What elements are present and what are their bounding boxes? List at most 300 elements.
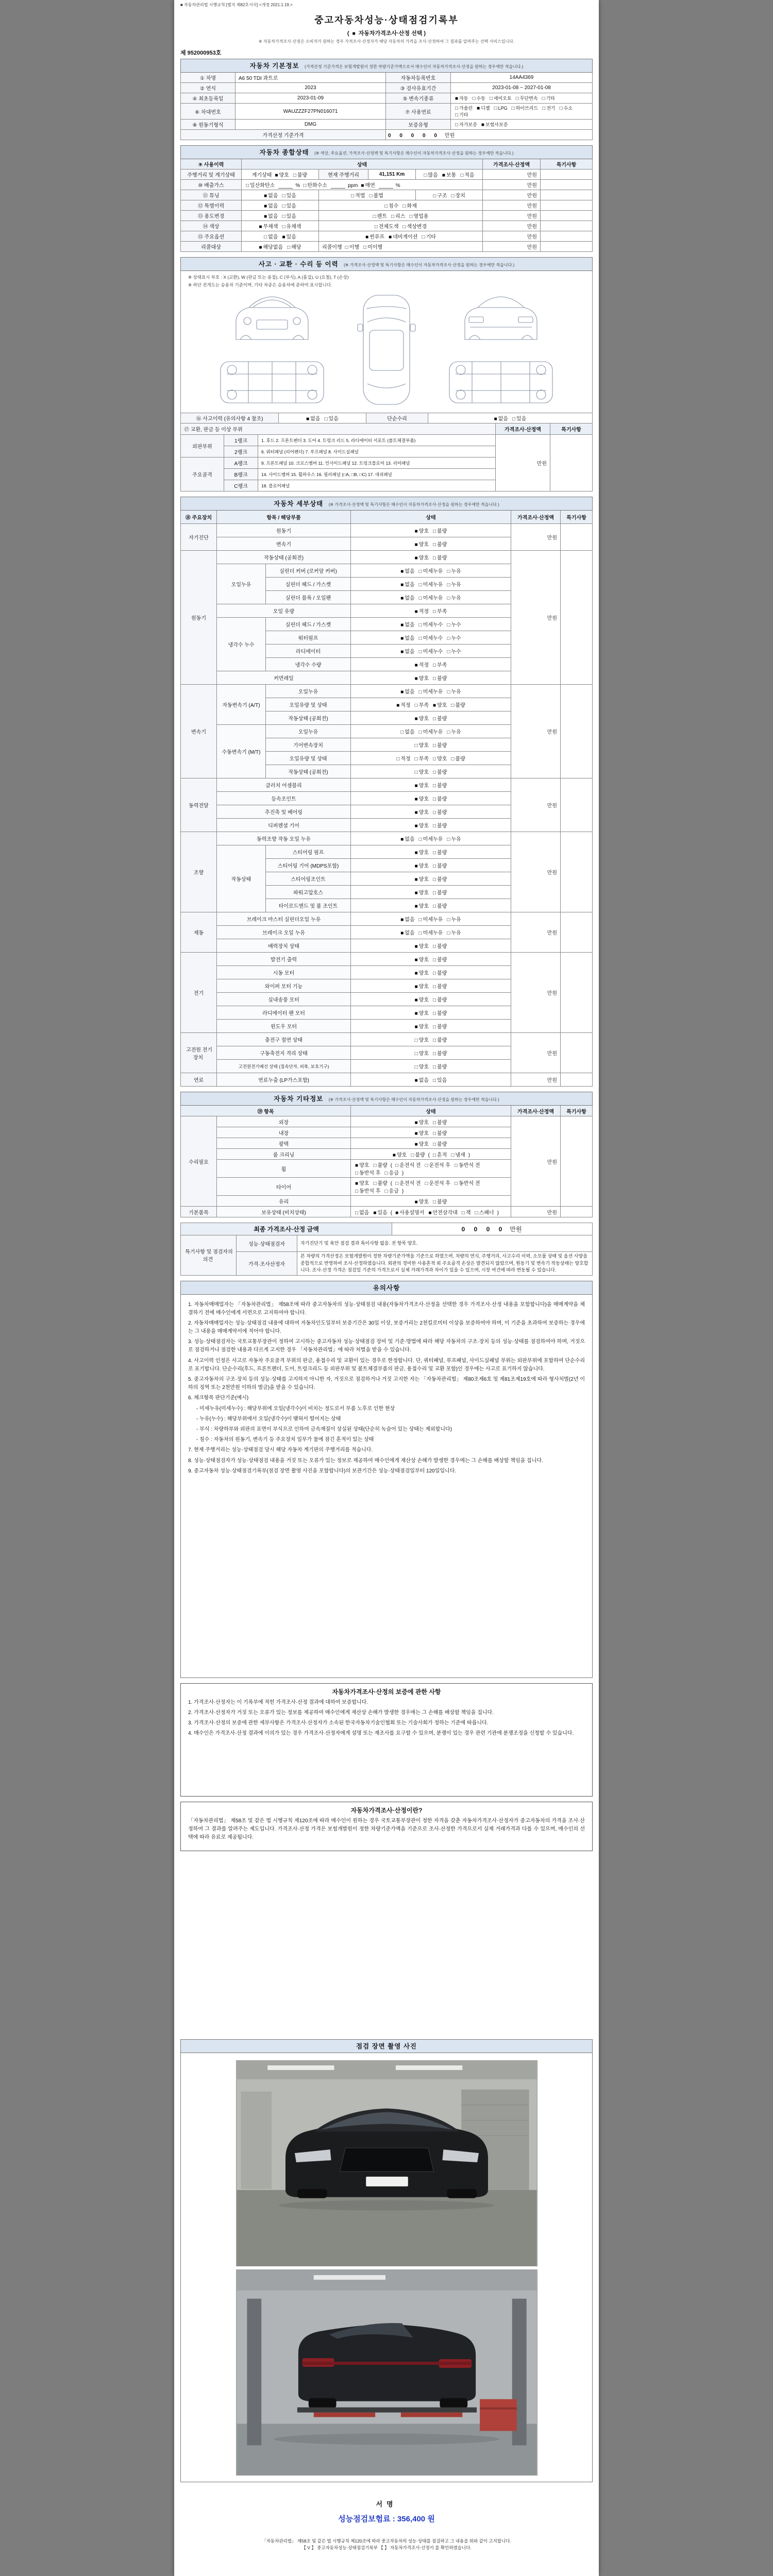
checkbox-없음[interactable] [415, 1076, 429, 1083]
checkbox-누유[interactable] [447, 687, 461, 695]
checkbox-box-icon: □ [433, 1011, 436, 1016]
checkbox-부족[interactable] [415, 701, 429, 708]
checkbox-냄새[interactable] [451, 1150, 465, 1158]
checkbox-네비게이션[interactable] [389, 232, 417, 240]
status-cell [351, 725, 511, 738]
checkbox-box-icon: ■ [365, 234, 369, 240]
cell-text: ( [390, 1163, 393, 1168]
checkbox-불량[interactable] [433, 821, 447, 829]
cell-text: 2023-01-09 [297, 95, 324, 101]
checkbox-일산화탄소[interactable] [246, 181, 275, 189]
checkbox-양호[interactable] [415, 969, 429, 976]
cell [258, 435, 496, 446]
checkbox-응급[interactable] [384, 1168, 398, 1176]
cell-text: 변속기 [276, 542, 291, 548]
cell-text: 커먼레일 [274, 676, 294, 682]
checkbox-box-icon: □ [418, 689, 422, 695]
checkbox-있음[interactable] [282, 201, 296, 209]
checkbox-양호[interactable] [415, 1022, 429, 1030]
status-cell [351, 1196, 511, 1207]
checkbox-불량[interactable] [433, 741, 447, 749]
checkbox-없음[interactable] [264, 232, 278, 240]
checkbox-label: 장치 [455, 193, 465, 199]
checkbox-미세누유[interactable] [419, 580, 443, 588]
checkbox-양호[interactable] [275, 171, 289, 178]
checkbox-불량[interactable] [433, 861, 447, 869]
checkbox-부족[interactable] [415, 754, 429, 762]
checkbox-없음[interactable] [400, 687, 414, 695]
cell [511, 1207, 561, 1217]
checkbox-양호[interactable] [415, 942, 429, 950]
checkbox-많음[interactable] [424, 171, 438, 178]
checkbox-box-icon: □ [293, 173, 296, 178]
cell-text: 기본품목 [189, 1210, 209, 1216]
cell-text: ( [390, 1210, 393, 1216]
checkbox-불량[interactable] [433, 995, 447, 1003]
cell [217, 551, 351, 564]
checkbox-동반석 후[interactable] [355, 1187, 380, 1194]
checkbox-box-icon: □ [447, 582, 450, 588]
checkbox-box-icon: ■ [414, 542, 418, 548]
checkbox-label: 운전석 전 [399, 1181, 421, 1187]
checkbox-box-icon: □ [433, 555, 436, 561]
checkbox-불량[interactable] [373, 1161, 387, 1168]
checkbox-미세누유[interactable] [419, 835, 443, 842]
checkbox-양호[interactable] [415, 527, 429, 534]
checkbox-불량[interactable] [433, 1062, 447, 1070]
checkbox-불량[interactable] [411, 1150, 425, 1158]
checkbox-불량[interactable] [433, 902, 447, 909]
checkbox-미세누유[interactable] [419, 594, 443, 601]
checkbox-무채색[interactable] [259, 222, 278, 230]
checkbox-없음[interactable] [494, 414, 508, 422]
checkbox-부족[interactable] [433, 607, 447, 615]
checkbox-가솔린[interactable] [455, 105, 473, 111]
checkbox-없음[interactable] [400, 835, 414, 842]
cell [224, 435, 258, 446]
checkbox-양호[interactable] [415, 808, 429, 816]
checkbox-양호[interactable] [433, 754, 447, 762]
checkbox-미세누유[interactable] [419, 915, 443, 923]
checkbox-label: 기타 [546, 96, 555, 101]
status-cell [319, 200, 483, 211]
checkbox-box-icon: □ [418, 582, 422, 588]
cell-text: 만원 [444, 133, 455, 139]
checkbox-없음[interactable] [400, 580, 414, 588]
checkbox-box-icon: ■ [414, 944, 418, 950]
cell-text: 브레이크 오일 누유 [262, 930, 305, 936]
checkbox-해당없음[interactable] [259, 243, 283, 250]
cell [541, 190, 593, 200]
checkbox-box-icon: □ [433, 743, 436, 749]
checkbox-유채색[interactable] [282, 222, 301, 230]
checkbox-불량[interactable] [433, 1140, 447, 1147]
checkbox-누수[interactable] [447, 647, 461, 655]
checkbox-없음[interactable] [264, 212, 278, 219]
checkbox-불량[interactable] [433, 768, 447, 775]
checkbox-적정[interactable] [396, 754, 410, 762]
checkbox-있음[interactable] [282, 212, 296, 219]
checkbox-흔적[interactable] [433, 1150, 447, 1158]
cell [217, 966, 351, 979]
checkbox-수동[interactable] [472, 95, 485, 101]
cell-text: 냉각수 누수 [228, 642, 255, 648]
checkbox-불량[interactable] [433, 674, 447, 682]
checkbox-미세누수[interactable] [419, 620, 443, 628]
checkbox-양호[interactable] [415, 1036, 429, 1043]
checkbox-label: 불량 [437, 810, 447, 816]
checkbox-있음[interactable] [282, 191, 296, 199]
checkbox-미세누유[interactable] [419, 567, 443, 574]
checkbox-box-icon: □ [455, 122, 459, 128]
checkbox-box-icon: □ [396, 756, 400, 762]
checkbox-있음[interactable] [373, 1208, 387, 1216]
checkbox-없음[interactable] [400, 634, 414, 641]
checkbox-양호[interactable] [415, 821, 429, 829]
checkbox-양호[interactable] [355, 1179, 369, 1187]
checkbox-양호[interactable] [415, 540, 429, 548]
checkbox-장치[interactable] [451, 191, 465, 199]
checkbox-label: 양호 [418, 1120, 429, 1126]
cell [217, 1116, 351, 1127]
checkbox-운전석 전[interactable] [395, 1161, 421, 1168]
checkbox-불량[interactable] [433, 888, 447, 896]
checkbox-불량[interactable] [433, 1197, 447, 1205]
checkbox-하이브리드[interactable] [512, 105, 539, 111]
checkbox-LPG[interactable] [494, 106, 508, 111]
panel-rank-table [180, 423, 593, 492]
cell [217, 979, 351, 993]
checkbox-label: 양호 [418, 957, 429, 963]
checkbox-누수[interactable] [447, 620, 461, 628]
cell [483, 170, 541, 180]
checkbox-label: 양호 [279, 173, 289, 178]
checkbox-없음[interactable] [400, 594, 414, 601]
cell [386, 83, 451, 93]
cell [258, 469, 496, 480]
checkbox-부족[interactable] [433, 660, 447, 668]
checkbox-불량[interactable] [451, 754, 465, 762]
checkbox-누유[interactable] [447, 835, 461, 842]
checkbox-기타[interactable] [542, 95, 555, 101]
checkbox-양호[interactable] [415, 553, 429, 561]
checkbox-box-icon: □ [447, 917, 450, 923]
checkbox-전기[interactable] [542, 105, 555, 111]
checkbox-이행[interactable] [345, 243, 359, 250]
status-cell [351, 1207, 511, 1217]
checkbox-적법[interactable] [351, 191, 365, 199]
status-cell [351, 685, 511, 698]
checkbox-적음[interactable] [460, 171, 474, 178]
checkbox-미세누수[interactable] [419, 647, 443, 655]
cell-text: 냉각수 수량 [295, 663, 322, 668]
car-diagram-area [180, 270, 593, 413]
cell-text: 특기사항 [566, 1109, 586, 1115]
checkbox-보험사보증[interactable] [481, 121, 508, 128]
checkbox-미이행[interactable] [363, 243, 382, 250]
checkbox-없음[interactable] [264, 201, 278, 209]
checkbox-양호[interactable] [415, 995, 429, 1003]
table-row [181, 93, 593, 104]
checkbox-디젤[interactable] [477, 105, 490, 111]
checkbox-불량[interactable] [433, 969, 447, 976]
cell [181, 1207, 217, 1217]
checkbox-응급[interactable] [384, 1187, 398, 1194]
checkbox-box-icon: □ [433, 716, 436, 722]
checkbox-매연[interactable] [361, 181, 375, 189]
checkbox-누유[interactable] [447, 727, 461, 735]
checkbox-불량[interactable] [433, 527, 447, 534]
checkbox-자가보증[interactable] [455, 121, 477, 128]
checkbox-영업용[interactable] [409, 212, 428, 219]
checkbox-동반석 전[interactable] [455, 1161, 480, 1168]
checkbox-수소[interactable] [560, 105, 573, 111]
checkbox-없음[interactable] [355, 1208, 369, 1216]
price-option-checkbox-icon[interactable]: ■ [352, 31, 356, 37]
checkbox-없음[interactable] [264, 191, 278, 199]
checkbox-box-icon: ■ [414, 609, 418, 615]
checkbox-미세누유[interactable] [419, 687, 443, 695]
checkbox-전체도색[interactable] [375, 222, 399, 230]
checkbox-리스[interactable] [391, 212, 405, 219]
checkbox-없음[interactable] [400, 647, 414, 655]
checkbox-미세누수[interactable] [419, 634, 443, 641]
checkbox-있음[interactable] [325, 414, 339, 422]
table-row [181, 231, 593, 242]
checkbox-세미오토[interactable] [490, 95, 512, 101]
status-cell [351, 711, 511, 725]
checkbox-양호[interactable] [415, 888, 429, 896]
checkbox-누유[interactable] [447, 594, 461, 601]
cell-text: ) [401, 1171, 404, 1176]
checkbox-label: 동반석 후 [359, 1189, 381, 1194]
checkbox-적정[interactable] [415, 607, 429, 615]
checkbox-불량[interactable] [433, 1129, 447, 1137]
status-cell [319, 221, 483, 231]
cell [266, 645, 351, 658]
checkbox-양호[interactable] [415, 781, 429, 789]
checkbox-있음[interactable] [282, 232, 296, 240]
column-header [496, 423, 550, 435]
checkbox-구조[interactable] [433, 191, 447, 199]
checkbox-불량[interactable] [451, 701, 465, 708]
cell [181, 180, 242, 190]
checkbox-렌트[interactable] [373, 212, 387, 219]
blank-field [331, 183, 345, 189]
checkbox-box-icon: □ [433, 609, 436, 615]
checkbox-미세누유[interactable] [419, 928, 443, 936]
checkbox-양호[interactable] [415, 674, 429, 682]
checkbox-box-icon: □ [373, 214, 376, 219]
cell-text: 타이로드엔드 및 볼 조인트 [278, 904, 338, 909]
checkbox-적정[interactable] [415, 660, 429, 668]
checkbox-사용설명서[interactable] [395, 1208, 424, 1216]
checkbox-box-icon: ■ [414, 810, 418, 816]
checkbox-누수[interactable] [447, 634, 461, 641]
checkbox-기타[interactable] [422, 232, 436, 240]
checkbox-불량[interactable] [433, 875, 447, 883]
checkbox-없음[interactable] [400, 727, 414, 735]
cell [217, 1196, 351, 1207]
checkbox-양호[interactable] [415, 955, 429, 963]
checkbox-label: 침수 [389, 204, 399, 209]
checkbox-불량[interactable] [433, 942, 447, 950]
amount-digits: 0 0 0 0 0 [388, 133, 441, 139]
checkbox-자동[interactable] [455, 95, 468, 101]
checkbox-양호[interactable] [415, 861, 429, 869]
checkbox-양호[interactable] [415, 714, 429, 722]
checkbox-있음[interactable] [512, 414, 526, 422]
cell-text: 자기진단 [189, 535, 209, 541]
checkbox-보통[interactable] [442, 171, 456, 178]
cell [217, 778, 351, 792]
checkbox-없음[interactable] [400, 915, 414, 923]
checkbox-누유[interactable] [447, 928, 461, 936]
checkbox-불량[interactable] [293, 171, 307, 178]
checkbox-양호[interactable] [415, 982, 429, 990]
checkbox-불량[interactable] [433, 553, 447, 561]
checkbox-양호[interactable] [415, 848, 429, 856]
cell-text: A6 50 TDI 콰트로 [239, 76, 278, 81]
cell-text: 상태 [357, 162, 367, 168]
checkbox-탄화수소[interactable] [303, 181, 327, 189]
checkbox-양호[interactable] [415, 902, 429, 909]
checkbox-box-icon: ■ [414, 529, 418, 534]
checkbox-없음[interactable] [400, 567, 414, 574]
checkbox-불량[interactable] [433, 794, 447, 802]
checkbox-불량[interactable] [433, 982, 447, 990]
checkbox-불량[interactable] [433, 808, 447, 816]
status-cell [319, 190, 416, 200]
checkbox-box-icon: □ [384, 1189, 388, 1194]
cell [511, 1073, 561, 1087]
cell-text: 작동상태 (공회전) [288, 716, 328, 722]
checkbox-불량[interactable] [433, 1022, 447, 1030]
checkbox-불량[interactable] [433, 540, 447, 548]
checkbox-썬루프[interactable] [365, 232, 384, 240]
checkbox-양호[interactable] [415, 1062, 429, 1070]
checkbox-색상변경[interactable] [403, 222, 427, 230]
checkbox-안전삼각대[interactable] [428, 1208, 457, 1216]
cell-text: 오일유량 및 상태 [289, 703, 327, 708]
checkbox-동반석 후[interactable] [355, 1168, 380, 1176]
checkbox-box-icon: ■ [494, 416, 497, 422]
checkbox-box-icon: □ [345, 245, 348, 250]
checkbox-양호[interactable] [393, 1150, 407, 1158]
checkbox-label: 불량 [437, 796, 447, 802]
checkbox-없음[interactable] [400, 620, 414, 628]
checkbox-불량[interactable] [433, 955, 447, 963]
checkbox-누유[interactable] [447, 915, 461, 923]
status-cell [451, 120, 593, 130]
checkbox-label: 부족 [418, 756, 429, 762]
table-row [181, 104, 593, 120]
checkbox-label: 불량 [437, 904, 447, 909]
checkbox-box-icon: ■ [433, 703, 436, 708]
section-header-notice [180, 1281, 593, 1295]
checkbox-기타[interactable] [455, 111, 468, 118]
checkbox-양호[interactable] [415, 1129, 429, 1137]
checkbox-적정[interactable] [396, 701, 410, 708]
checkbox-양호[interactable] [415, 1197, 429, 1205]
checkbox-불량[interactable] [433, 1009, 447, 1016]
checkbox-label: 없음 [405, 930, 415, 936]
checkbox-무단변속[interactable] [516, 95, 538, 101]
checkbox-해당[interactable] [287, 243, 301, 250]
cell [266, 752, 351, 765]
checkbox-없음[interactable] [306, 414, 320, 422]
checkbox-box-icon: □ [433, 1120, 436, 1126]
table-row [181, 200, 593, 211]
checkbox-미세누유[interactable] [419, 727, 443, 735]
checkbox-운전석 후[interactable] [425, 1179, 450, 1187]
photo-container [180, 2053, 593, 2482]
checkbox-box-icon: ■ [414, 796, 418, 802]
basic-info-table [180, 72, 593, 140]
checkbox-불량[interactable] [373, 1179, 387, 1187]
checkbox-양호[interactable] [355, 1161, 369, 1168]
checkbox-화재[interactable] [403, 201, 417, 209]
checkbox-불법[interactable] [369, 191, 383, 199]
checkbox-없음[interactable] [400, 928, 414, 936]
final-price-label [181, 1223, 392, 1235]
checkbox-box-icon: ■ [414, 971, 418, 976]
checkbox-양호[interactable] [415, 1118, 429, 1126]
checkbox-불량[interactable] [433, 1036, 447, 1043]
checkbox-잭[interactable] [462, 1208, 471, 1216]
checkbox-불량[interactable] [433, 714, 447, 722]
cell [217, 564, 266, 604]
checkbox-box-icon: □ [418, 596, 422, 601]
cell-text: 만원 [527, 224, 537, 230]
cell-text: 만원 [547, 1159, 557, 1165]
checkbox-box-icon: □ [433, 542, 436, 548]
checkbox-label: 양호 [418, 904, 429, 909]
checkbox-침수[interactable] [384, 201, 398, 209]
checkbox-운전석 전[interactable] [395, 1179, 421, 1187]
checkbox-누유[interactable] [447, 567, 461, 574]
checkbox-운전석 후[interactable] [425, 1161, 450, 1168]
checkbox-양호[interactable] [415, 1009, 429, 1016]
column-header [483, 159, 541, 170]
checkbox-불량[interactable] [433, 781, 447, 789]
status-cell [351, 1127, 511, 1138]
checkbox-불량[interactable] [433, 848, 447, 856]
checkbox-label: 운전석 전 [399, 1163, 421, 1168]
checkbox-label: 미이행 [367, 245, 383, 250]
note-line: 1. 가격조사·산정자는 이 기록부에 적힌 가격조사·산정 결과에 대하여 보증합니다. [188, 1699, 368, 1705]
checkbox-있음[interactable] [433, 1076, 447, 1083]
checkbox-양호[interactable] [415, 768, 429, 775]
checkbox-label: 불량 [437, 1024, 447, 1030]
checkbox-불량[interactable] [433, 1049, 447, 1057]
checkbox-양호[interactable] [415, 741, 429, 749]
checkbox-불량[interactable] [433, 1118, 447, 1126]
checkbox-양호[interactable] [415, 1049, 429, 1057]
checkbox-스패너[interactable] [475, 1208, 494, 1216]
checkbox-양호[interactable] [415, 794, 429, 802]
cell-text: 작동상태 (공회전) [288, 770, 328, 775]
checkbox-동반석 전[interactable] [455, 1179, 480, 1187]
cell [181, 104, 236, 120]
checkbox-양호[interactable] [433, 701, 447, 708]
cell [217, 1138, 351, 1149]
checkbox-누유[interactable] [447, 580, 461, 588]
checkbox-label: 불량 [415, 1152, 425, 1158]
checkbox-양호[interactable] [415, 875, 429, 883]
cell [561, 685, 593, 778]
checkbox-양호[interactable] [415, 1140, 429, 1147]
